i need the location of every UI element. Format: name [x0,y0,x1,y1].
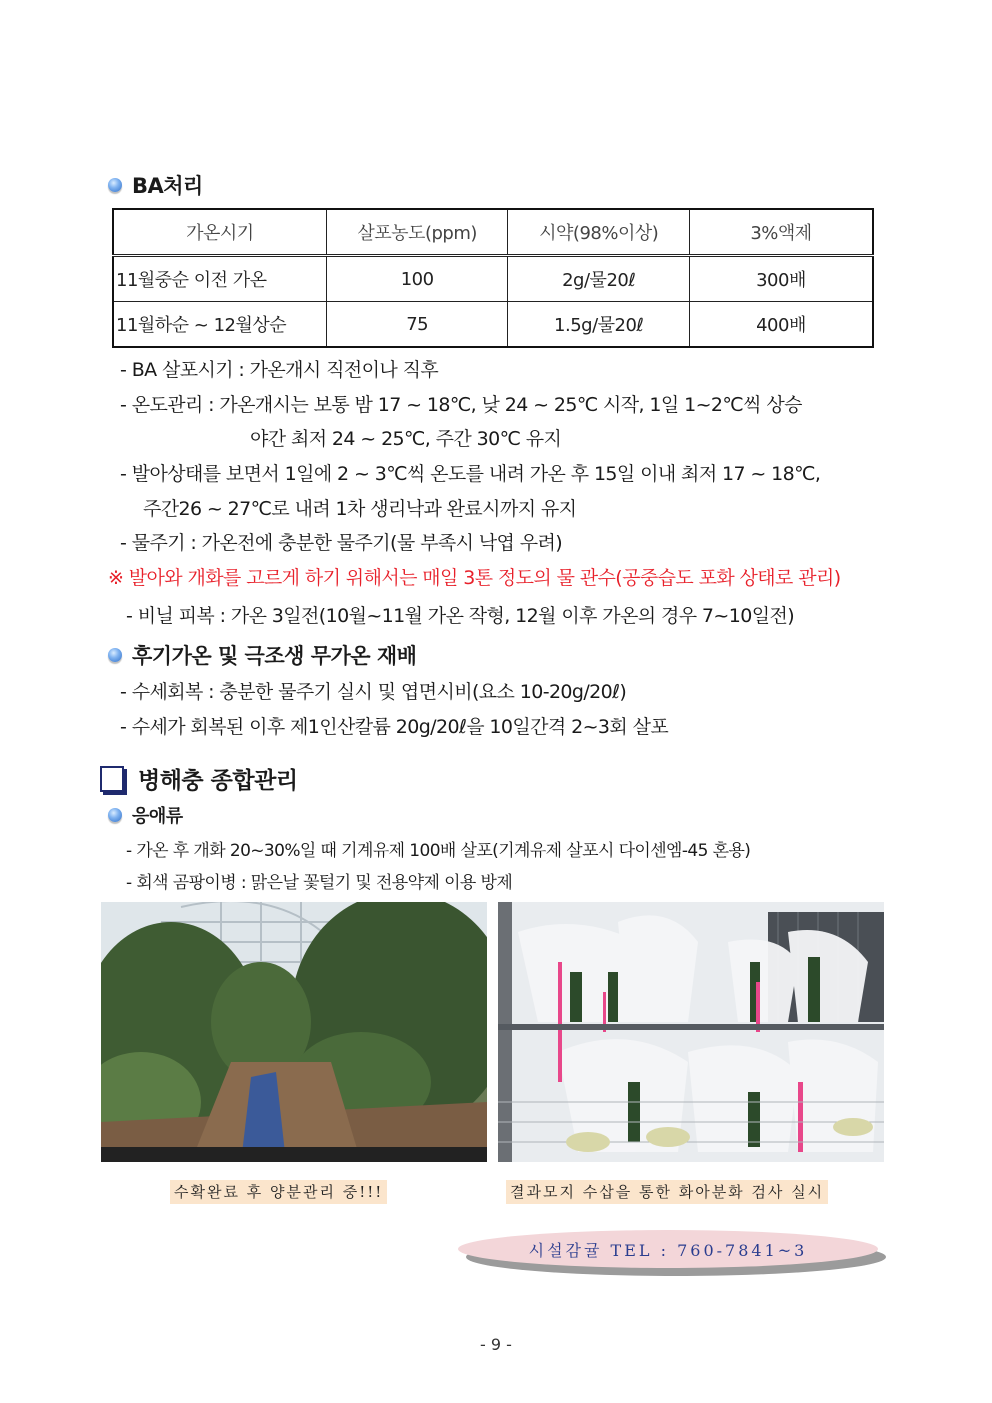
text-line: - BA 살포시기 : 가온개시 직전이나 직후 [120,359,439,381]
column-header: 시약(98%이상) [508,209,690,256]
page-number: - 9 - [480,1335,512,1354]
column-header: 3%액제 [689,209,873,256]
red-note: ※ 발아와 개화를 고르게 하기 위해서는 매일 3톤 정도의 물 관수(공중습도 포화 상태로 관리) [108,567,841,589]
heading-text: BA처리 [132,174,203,198]
column-header: 가온시기 [113,209,326,256]
blue-ball-bullet-icon [108,808,122,822]
blue-ball-bullet-icon [108,648,122,662]
heading-text: 후기가온 및 극조생 무가온 재배 [132,644,417,668]
table-row [113,256,873,302]
pest-management-heading [100,762,298,795]
text-line: - 물주기 : 가온전에 충분한 물주기(물 부족시 낙엽 우려) [120,532,563,554]
text-line: - 발아상태를 보면서 1일에 2 ~ 3℃씩 온도를 내려 가온 후 15일 이내 최저 17 ~ 18℃, [120,463,821,485]
column-header: 살포농도(ppm) [326,209,508,256]
text-line: - 수세가 회복된 이후 제1인산칼륨 20g/20ℓ을 10일간격 2~3회 살포 [120,716,669,738]
text-line: - 비닐 피복 : 가온 3일전(10월~11월 가온 작형, 12월 이후 가온의 경우 7~10일전) [126,605,795,627]
table-cell: 300배 [689,256,873,302]
mites-heading [108,802,183,828]
contact-badge [458,1230,888,1278]
table-cell: 1.5g/물20ℓ [508,302,690,348]
greenhouse-orchard-photo [101,902,487,1162]
photo-caption: 결과모지 수삽을 통한 화아분화 검사 실시 [506,1180,828,1204]
table-cell: 2g/물20ℓ [508,256,690,302]
text-line: 야간 최저 24 ~ 25℃, 주간 30℃ 유지 [250,428,562,450]
text-line: - 회색 곰팡이병 : 맑은날 꽃털기 및 전용약제 이용 방제 [126,873,513,893]
table-cell: 11월하순 ~ 12월상순 [113,302,326,348]
heading-text: 응애류 [132,806,183,827]
table-cell: 11월중순 이전 가온 [113,256,326,302]
square-bullet-icon [100,766,124,792]
heading-text: 병해충 종합관리 [138,768,298,794]
text-line: 주간26 ~ 27℃로 내려 1차 생리낙과 완료시까지 유지 [143,498,577,520]
table-header-row [113,209,873,256]
table-cell: 75 [326,302,508,348]
table-cell: 100 [326,256,508,302]
shelf-photo-image [498,902,884,1162]
table-cell: 400배 [689,302,873,348]
ba-treatment-table [112,208,874,348]
table-row [113,302,873,348]
greenhouse-photo-image [101,902,487,1162]
late-heating-heading [108,640,416,670]
photo-caption: 수확완료 후 양분관리 중!!! [170,1180,387,1204]
cutting-inspection-photo [498,902,884,1162]
blue-ball-bullet-icon [108,178,122,192]
text-line: - 수세회복 : 충분한 물주기 실시 및 엽면시비(요소 10-20g/20ℓ) [120,681,627,703]
contact-phone: 시설감귤 TEL : 760-7841~3 [458,1230,878,1268]
ba-section-heading [108,170,203,200]
text-line: - 온도관리 : 가온개시는 보통 밤 17 ~ 18℃, 낮 24 ~ 25℃ 시작, 1일 1~2℃씩 상승 [120,394,802,416]
text-line: - 가온 후 개화 20~30%일 때 기계유제 100배 살포(기계유제 살포시 다이센엠-45 혼용) [126,841,751,861]
